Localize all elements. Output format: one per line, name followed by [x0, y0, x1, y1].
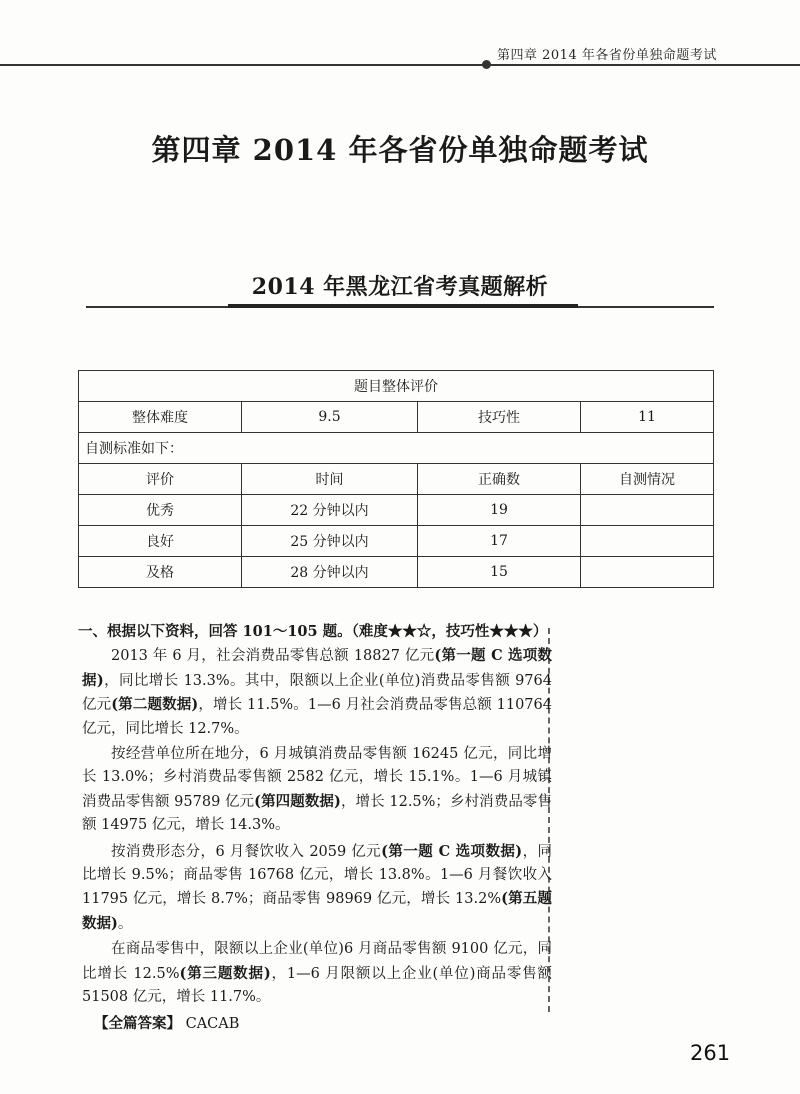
self-check-cell [581, 526, 714, 557]
text: ，增长 12.5%；乡村消费品零售额 14975 亿元，增长 14.3%。 [82, 793, 552, 834]
time-cell: 25 分钟以内 [242, 526, 418, 557]
text: 按消费形态分，6 月餐饮收入 2059 亿元 [111, 843, 382, 860]
text: ，增长 11.5%。1—6 月社会消费品零售总额 110764 亿元，同比增长 12.7%。 [82, 697, 552, 737]
paragraph-2 [82, 743, 552, 838]
answer-line [94, 1012, 552, 1036]
chapter-title: 第四章 2014 年各省份单独命题考试 [151, 133, 649, 167]
page-number: 261 [690, 1041, 731, 1065]
question-heading: 一、根据以下资料，回答 101～105 题。（难度★★☆，技巧性★★★） [78, 623, 548, 640]
table-row [79, 557, 714, 588]
table-title: 题目整体评价 [79, 371, 714, 402]
question-content [78, 620, 553, 1036]
text: 。 [117, 915, 133, 932]
text: 按经营单位所在地分，6 月城镇消费品零售额 16245 亿元，同比增长 13.0%；乡村消费品零售额 2582 亿元，增长 15.1%。1—6 月城镇消费品零售额 95789 亿元 [82, 746, 552, 810]
paragraph-3 [82, 840, 552, 937]
time-cell: 22 分钟以内 [242, 495, 418, 526]
data-note: (第三题数据) [179, 964, 271, 982]
column-header: 正确数 [418, 464, 581, 495]
running-head: 第四章 2014 年各省份单独命题考试 [497, 48, 717, 63]
grade-cell: 良好 [79, 526, 242, 557]
difficulty-label: 整体难度 [79, 402, 242, 433]
correct-cell: 15 [418, 557, 581, 588]
evaluation-table [78, 370, 714, 588]
text: 在商品零售中，限额以上企业(单位)6 月商品零售额 9100 亿元，同比增长 12.5% [82, 941, 552, 982]
paragraph-1 [82, 644, 552, 741]
standard-note-row [79, 433, 714, 464]
column-header: 自测情况 [581, 464, 714, 495]
table-row [79, 526, 714, 557]
correct-cell: 17 [418, 526, 581, 557]
table-row [79, 495, 714, 526]
difficulty-row [79, 402, 714, 433]
section-title: 2014 年黑龙江省考真题解析 [251, 274, 549, 300]
data-note: (第五题数据) [82, 890, 552, 932]
text: ，同比增长 9.5%；商品零售 16768 亿元，增长 13.8%。1—6 月餐饮收入 11795 亿元，增长 8.7%；商品零售 98969 亿元，增长 13.2% [82, 843, 553, 908]
self-check-cell [581, 495, 714, 526]
data-note: (第四题数据) [254, 792, 341, 810]
data-note: (第二题数据) [111, 696, 199, 714]
text: 2013 年 6 月，社会消费品零售总额 18827 亿元 [111, 648, 435, 665]
self-check-cell [581, 557, 714, 588]
table-title-row [79, 371, 714, 402]
text: ，1—6 月限额以上企业(单位)商品零售额 51508 亿元，增长 11.7%。 [82, 965, 553, 1006]
column-header: 评价 [79, 464, 242, 495]
data-note: (第一题 C 选项数据) [381, 842, 523, 860]
paragraph-4 [82, 938, 552, 1009]
text: ，同比增长 13.3%。其中，限额以上企业(单位)消费品零售额 9764 亿元 [82, 672, 552, 714]
grade-cell: 优秀 [79, 495, 242, 526]
skill-label: 技巧性 [418, 402, 581, 433]
header-rule [0, 64, 800, 66]
data-note: (第一题 C 选项数据) [82, 647, 552, 689]
time-cell: 28 分钟以内 [242, 557, 418, 588]
difficulty-value: 9.5 [242, 402, 418, 433]
correct-cell: 19 [418, 495, 581, 526]
answer-label: 【全篇答案】 [94, 1014, 181, 1032]
section-rule-accent [228, 304, 578, 308]
skill-value: 11 [581, 402, 714, 433]
column-header: 时间 [242, 464, 418, 495]
table-header-row [79, 464, 714, 495]
standard-note: 自测标准如下： [79, 433, 714, 464]
grade-cell: 及格 [79, 557, 242, 588]
answer-value: CACAB [185, 1015, 240, 1032]
